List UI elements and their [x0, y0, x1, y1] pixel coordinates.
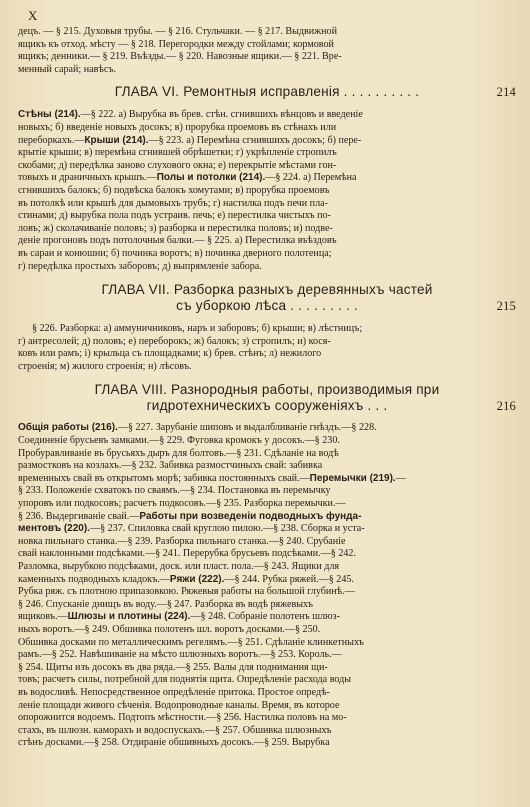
- text-line: [18, 611, 516, 624]
- text-run: § 254. Щиты изъ досокъ въ два ряда.—§ 255. Валы для поднимания щи-: [18, 661, 328, 673]
- text-line: [18, 422, 516, 435]
- text-line: [18, 348, 516, 361]
- text-line: [18, 198, 516, 211]
- text-run: —§ 248. Собраніе полотенъ шлюз-: [190, 611, 340, 623]
- chapter-7-body: [18, 323, 516, 373]
- section-heading-run: Крыши (214).: [84, 134, 149, 146]
- text-run: Соединеніе брусьевъ замками.—§ 229. Фуговка кромокъ у досокъ.—§ 230.: [18, 435, 340, 447]
- text-line: [18, 523, 516, 536]
- text-run: въ сараи и конюшни; б) починка воротъ; в) починка дверного полотенца;: [18, 247, 332, 259]
- text-run: ковъ или рамъ; і) крыльца съ площадками; к) брев. стѣнъ; л) нежилого: [18, 348, 322, 360]
- text-line: [18, 160, 516, 173]
- text-run: —§ 223. а) Перемѣна сгнившихъ досокъ; б) пере-: [148, 134, 362, 146]
- section-heading-run: Ряжи (222).: [169, 573, 225, 585]
- text-line: [18, 548, 516, 561]
- section-heading-run: Общія работы (216).: [18, 422, 118, 434]
- text-line: [18, 649, 516, 662]
- text-line: [18, 599, 516, 612]
- text-run: крытіе крыши; в) перемѣна сгнившей обрѣшетки; г) укрѣпленіе стропилъ: [18, 147, 337, 159]
- text-run: —: [395, 472, 406, 484]
- text-line: ящикъ; денники.— § 219. Въѣзды.— § 220. Навозные ящики.— § 221. Вре-: [18, 51, 342, 63]
- text-run: г) передѣлка простыхъ заборовъ; д) выпрямленіе забора.: [18, 260, 262, 272]
- chapter-8-leader-dots: . . .: [367, 398, 388, 414]
- text-run: опорожнится водоемъ. Подтопъ мѣстности.—§ 256. Настилка половъ на мо-: [18, 712, 347, 724]
- chapter-6-title: ГЛАВА VI. Ремонтныя исправленія: [114, 84, 340, 100]
- text-run: § 236. Выдергиваніе свай.—: [18, 510, 140, 522]
- text-line: [18, 135, 516, 148]
- text-line: [18, 361, 516, 374]
- text-run: строенія; м) жилого строенія; н) лѣсовъ.: [18, 360, 192, 372]
- text-line: [18, 185, 516, 198]
- page-number: X: [28, 8, 39, 23]
- text-run: стѣнъ досками.—§ 258. Отдираніе обшивныхъ досокъ.—§ 259. Вырубка: [18, 737, 330, 749]
- text-line: [18, 473, 516, 486]
- text-run: деніе прогоновъ подъ потолочныя балки.— § 225. а) Перестилка въѣздовъ: [18, 235, 337, 247]
- text-line: [18, 448, 516, 461]
- text-line: [18, 147, 516, 160]
- chapter-6-leader-dots: . . . . . . . . . .: [343, 84, 420, 100]
- text-run: свай наклонными подсѣками.—§ 241. Перерубка брусьевъ подсѣками.—§ 242.: [18, 548, 356, 560]
- text-line: [18, 637, 516, 650]
- section-heading-run: ментовъ (220).: [18, 523, 90, 535]
- chapter-8-title-line-2: гидротехническихъ сооруженіяхъ: [146, 398, 364, 414]
- text-run: § 233. Положеніе схватокъ по сваямъ.—§ 234. Постановка въ перемычку: [18, 485, 331, 497]
- text-run: —§ 224. а) Перемѣна: [265, 172, 357, 184]
- text-line: [18, 122, 516, 135]
- text-line: [18, 674, 516, 687]
- text-run: новыхъ; б) введеніе новыхъ досокъ; в) прорубка проемовъ въ стѣнахъ или: [18, 121, 337, 133]
- text-run: ящиковъ.—: [18, 611, 68, 623]
- text-run: стахъ, въ шлюзн. каморахъ и водоспускахъ.—§ 257. Обшивка шлюзныхъ: [18, 724, 332, 736]
- section-heading-run: Стѣны (214).: [18, 109, 81, 121]
- text-line: [18, 687, 516, 700]
- text-run: § 246. Спусканіе днищъ въ воду.—§ 247. Разборка въ водѣ ряжевыхъ: [18, 598, 313, 610]
- text-run: Пробуравливаніе въ брусьяхъ дыръ для болтовъ.—§ 231. Сдѣланіе на водѣ: [18, 447, 339, 459]
- text-line: [18, 574, 516, 587]
- text-line: [18, 223, 516, 236]
- chapter-8-page: 216: [496, 399, 516, 414]
- section-heading-run: Перемычки (219).: [309, 472, 396, 484]
- text-run: временныхъ свай въ открытомъ морѣ; забивка постоянныхъ свай.—: [18, 472, 310, 484]
- text-line: [18, 712, 516, 725]
- text-line: [18, 725, 516, 738]
- text-line: [18, 561, 516, 574]
- text-run: въ водосливѣ. Непосредственное опредѣленіе притока. Простое опредѣ-: [18, 686, 330, 698]
- text-run: —§ 237. Спиловка свай круглою пилою.—§ 238. Сборка и уста-: [89, 523, 365, 535]
- chapter-7-heading: [18, 282, 516, 314]
- text-run: леніе площади живого сѣченія. Водопроводные каналы. Время, въ которое: [18, 699, 340, 711]
- text-run: каменныхъ подводныхъ кладокъ.—: [18, 573, 170, 585]
- section-heading-run: Полы и потолки (214).: [156, 172, 266, 184]
- text-line: менный сарай; навѣсъ.: [18, 63, 117, 75]
- text-line: [18, 536, 516, 549]
- text-line: [18, 435, 516, 448]
- text-run: размостковъ на козлахъ.—§ 232. Забивка размостчиныхъ свай: забивка: [18, 460, 323, 472]
- chapter-7-page: 215: [496, 299, 516, 314]
- text-line: [18, 485, 516, 498]
- chapter-8-body: [18, 422, 516, 749]
- text-run: сгнившихъ балокъ; б) подвѣска балокъ хомутами; в) прорубка проемовъ: [18, 184, 330, 196]
- text-run: переборкахъ.—: [18, 134, 85, 146]
- text-run: товъ; расчетъ силы, потребной для поднятія щита. Опредѣленіе расхода воды: [18, 674, 352, 686]
- text-run: стинами; д) вырубка пола подъ устраив. печь; е) перестилка чистыхъ по-: [18, 210, 331, 222]
- text-line: [18, 737, 516, 750]
- chapter-7-title-line-2: съ уборкою лѣса: [176, 298, 287, 314]
- text-line: [18, 172, 516, 185]
- text-run: рамъ.—§ 252. Навѣшиваніе на мѣсто шлюзныхъ воротъ.—§ 253. Король.—: [18, 649, 342, 661]
- chapter-7-leader-dots: . . . . . . . . .: [290, 298, 358, 314]
- text-run: —§ 227. Зарубаніе шиповъ и выдалбливаніе гнѣздъ.—§ 228.: [117, 422, 377, 434]
- intro-paragraph: [18, 26, 516, 76]
- text-line: [18, 662, 516, 675]
- text-run: въ потолкѣ или крышѣ для дымовыхъ трубъ; г) настилка подъ печи пла-: [18, 197, 328, 209]
- chapter-6-body: [18, 109, 516, 273]
- text-run: —§ 222. а) Вырубка въ брев. стѣн. сгнившихъ вѣнцовъ и введеніе: [80, 109, 363, 121]
- chapter-8-title-line-1: ГЛАВА VIII. Разнородныя работы, производимыя при: [94, 382, 440, 398]
- section-heading-run: Шлюзы и плотины (224).: [67, 611, 191, 623]
- chapter-6-heading: [18, 84, 516, 100]
- text-line: [18, 498, 516, 511]
- text-line: [18, 700, 516, 713]
- text-line: [18, 624, 516, 637]
- text-run: Обшивка досками по металлическимъ регелямъ.—§ 251. Сдѣланіе клинкетныхъ: [18, 636, 364, 648]
- text-line: [18, 109, 516, 122]
- text-run: новка пильнаго станка.—§ 239. Разборка пильнаго станка.—§ 240. Срубаніе: [18, 535, 346, 547]
- text-line: [18, 235, 516, 248]
- text-run: г) антресолей; д) половъ; е) переборокъ; ж) балокъ; з) стропилъ; и) кося-: [18, 335, 331, 347]
- text-line: [18, 511, 516, 524]
- text-run: ловъ; ж) сколачиваніе половъ; з) разборка и перестилка половъ; и) подве-: [18, 222, 333, 234]
- text-run: § 226. Разборка: а) аммуничниковъ, наръ и заборовъ; б) крыши; в) лѣстницъ;: [32, 323, 363, 335]
- text-run: скобами; д) передѣлка заново слухового окна; е) перекрытіе мѣстами гон-: [18, 159, 337, 171]
- text-run: —§ 244. Рубка ряжей.—§ 245.: [224, 573, 354, 585]
- text-line: [18, 460, 516, 473]
- chapter-7-title-line-1: ГЛАВА VII. Разборка разныхъ деревянныхъ частей: [101, 282, 433, 298]
- text-line: [18, 210, 516, 223]
- text-run: ныхъ воротъ.—§ 249. Обшивка полотенъ шл. воротъ досками.—§ 250.: [18, 623, 321, 635]
- text-line: [18, 323, 516, 336]
- text-line: [18, 586, 516, 599]
- text-run: упоровъ или подкосовъ; расчетъ подкосовъ.—§ 235. Разборка перемычки.—: [18, 498, 346, 510]
- text-line: [18, 336, 516, 349]
- text-run: Разломка, вырубкою подсѣками, доск. или пласт. пола.—§ 243. Ящики для: [18, 561, 340, 572]
- chapter-6-page: 214: [496, 85, 516, 100]
- text-line: децъ. — § 215. Духовыя трубы. — § 216. Стульчаки. — § 217. Выдвижной: [18, 26, 337, 37]
- text-line: [18, 248, 516, 261]
- text-run: товыхъ и драничныхъ крышъ.—: [18, 172, 157, 184]
- text-run: Рубка ряж. съ плотною припазовкою. Ряжевыя работы на большой глубинѣ.—: [18, 586, 355, 598]
- text-line: [18, 261, 516, 274]
- chapter-8-heading: [18, 382, 516, 414]
- section-heading-run: Работы при возведеніи подводныхъ фунда-: [139, 510, 362, 522]
- text-line: ящикъ къ отход. мѣсту — § 218. Перегородки между стойлами; кормовой: [18, 38, 334, 50]
